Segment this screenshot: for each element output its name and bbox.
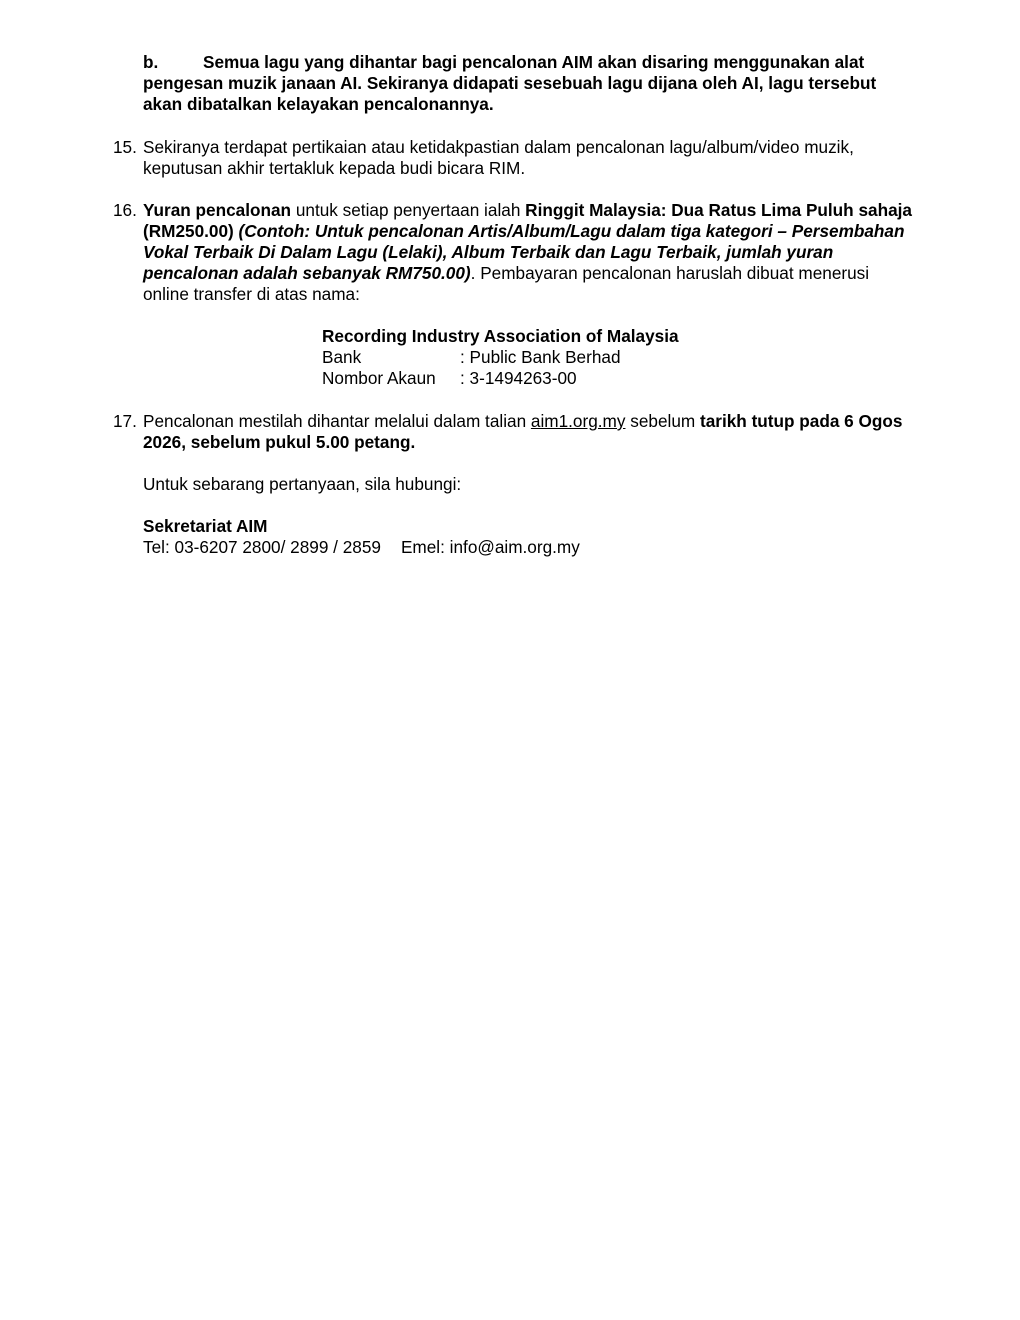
fee-text-2: . Pembayaran pencalonan haruslah dibuat menerusi online transfer di atas nama: [143,263,870,304]
account-row [322,368,822,389]
item-b-label: b. [143,52,159,72]
item-15-number: 15. [113,137,137,157]
account-label: Nombor Akaun [322,368,436,388]
bank-row [322,347,822,368]
contact-details [143,537,918,558]
item-b-text: Semua lagu yang dihantar bagi pencalonan AIM akan disaring menggunakan alat pengesan muzik janaan AI. Sekiranya didapati sesebuah lagu dijana oleh AI, lagu tersebut akan dibatalkan kelayakan pencalonannya. [143,52,877,114]
item-16-text [143,200,918,305]
fee-text-1: untuk setiap penyertaan ialah [291,200,526,220]
fee-heading: Yuran pencalonan [143,200,292,220]
item-16-number: 16. [113,200,137,220]
closing-date: tarikh tutup pada 6 Ogos 2026, sebelum pukul 5.00 petang. [143,411,903,452]
account-value: : 3-1494263-00 [460,368,577,388]
submission-text-2: sebelum [625,411,700,431]
item-15-text: Sekiranya terdapat pertikaian atau ketidakpastian dalam pencalonan lagu/album/video muzik, keputusan akhir tertakluk kepada budi bicara RIM. [143,137,854,178]
fee-example: (Contoh: Untuk pencalonan Artis/Album/Lagu dalam tiga kategori – Persembahan Vokal Terbaik Di Dalam Lagu (Lelaki), Album Terbaik dan Lagu Terbaik, jumlah yuran pencalonan adalah sebanyak RM750.00) [143,221,905,283]
bank-details [322,326,822,389]
secretariat-name: Sekretariat AIM [143,516,268,536]
telephone: Tel: 03-6207 2800/ 2899 / 2859 [143,537,381,557]
submission-text-1: Pencalonan mestilah dihantar melalui dalam talian [143,411,531,431]
bank-account-name: Recording Industry Association of Malaysia [322,326,679,346]
item-17-text [143,411,918,453]
enquiry-intro: Untuk sebarang pertanyaan, sila hubungi: [143,474,462,494]
submission-link[interactable]: aim1.org.my [530,411,626,431]
bank-label: Bank [322,347,362,367]
item-b [143,52,918,115]
email: Emel: info@aim.org.my [400,537,580,557]
item-17-number: 17. [113,411,137,431]
bank-value: : Public Bank Berhad [460,347,621,367]
fee-amount: Ringgit Malaysia: Dua Ratus Lima Puluh sahaja (RM250.00) [143,200,912,241]
